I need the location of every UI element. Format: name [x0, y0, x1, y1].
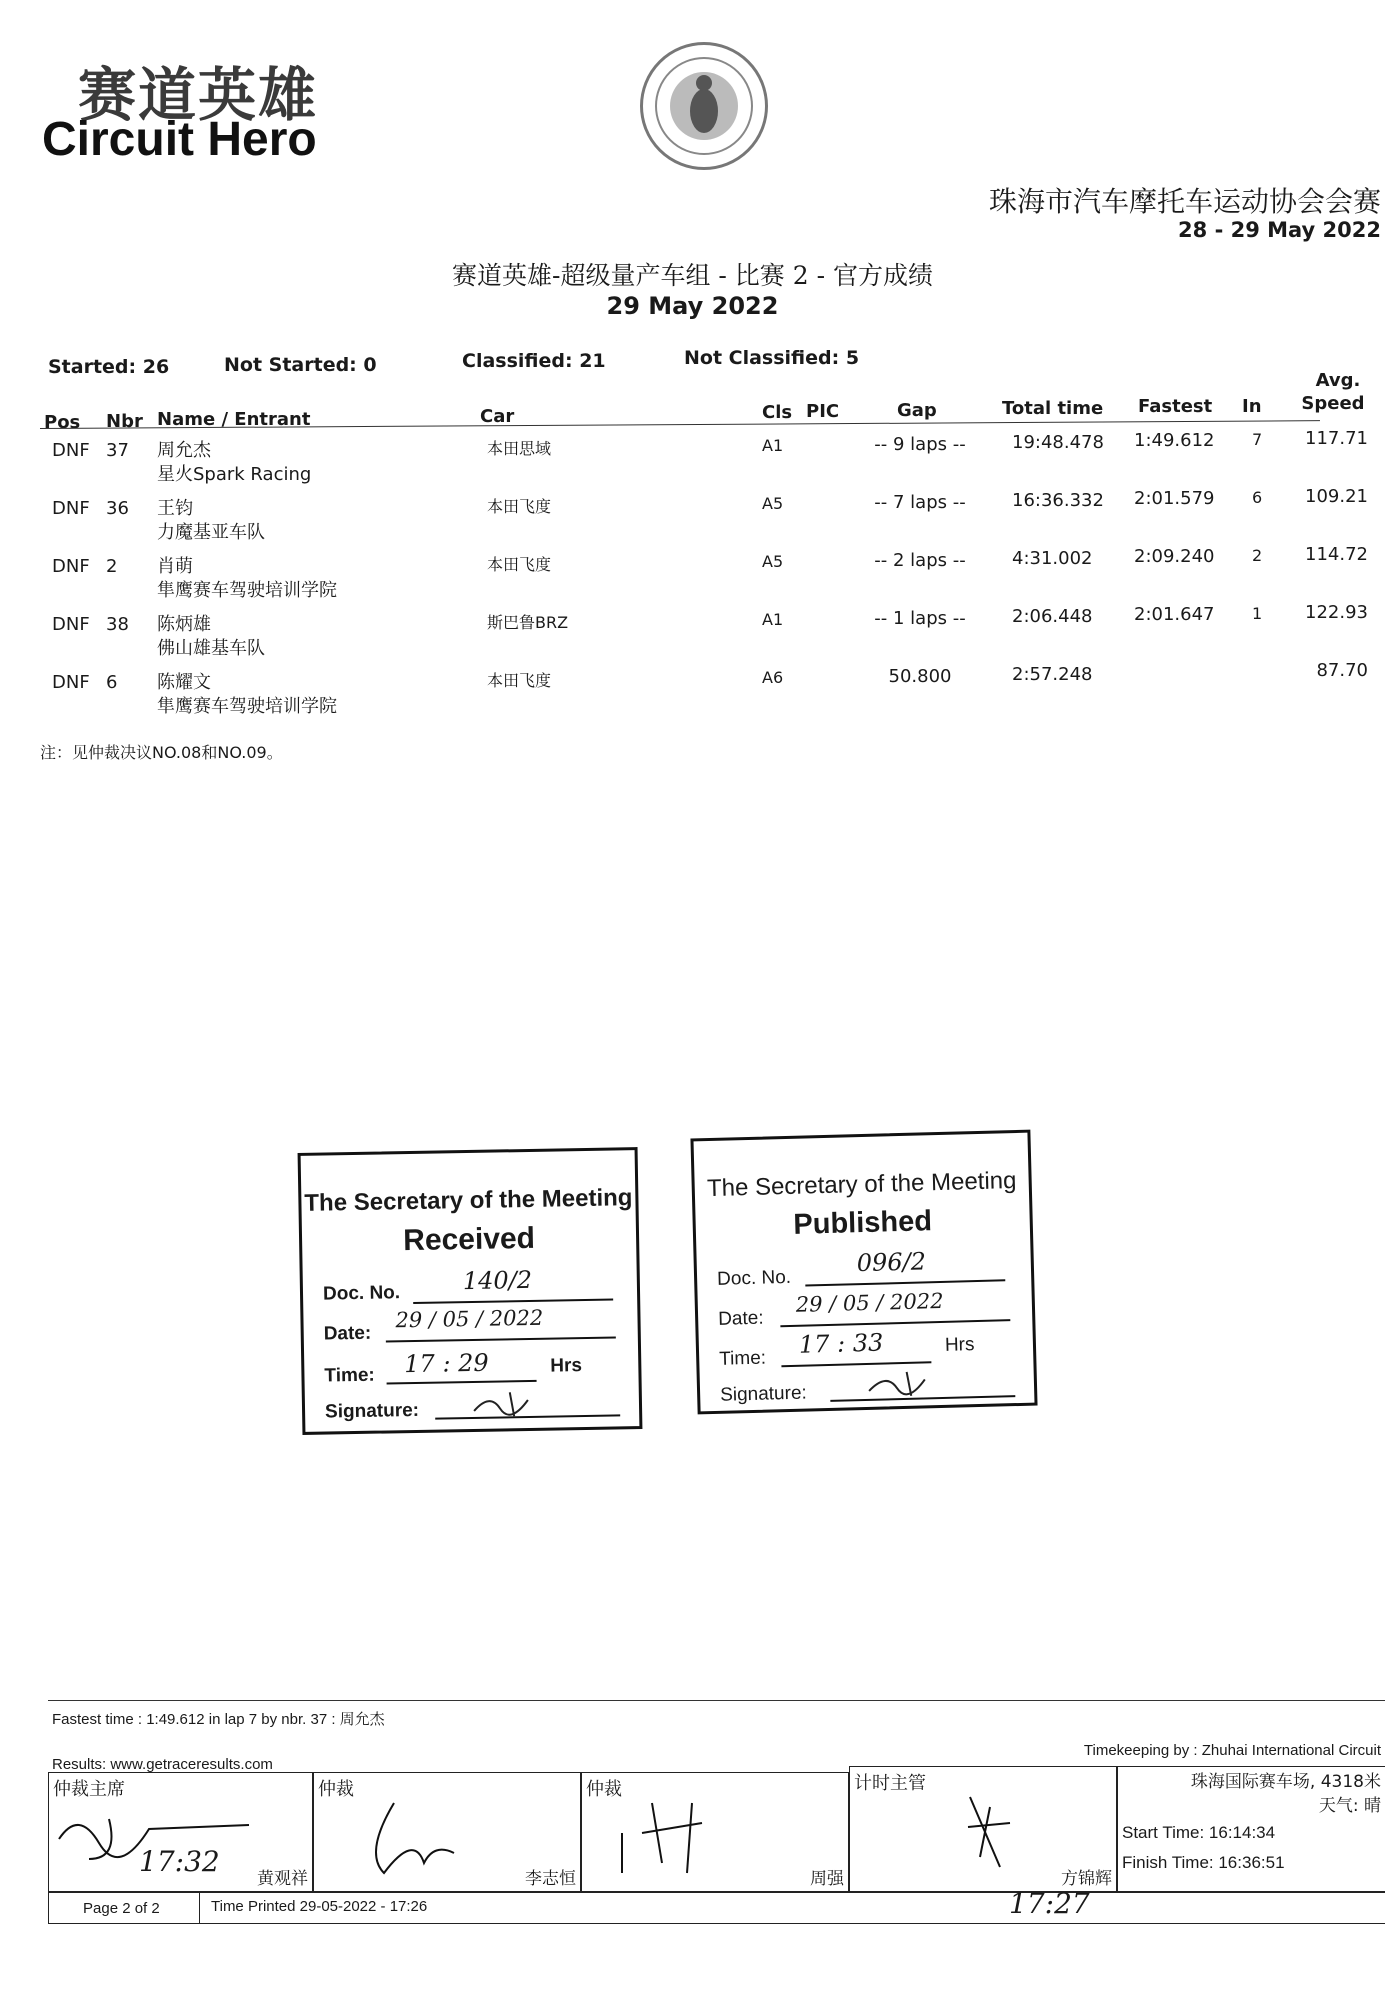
- page-number: Page 2 of 2: [83, 1900, 160, 1917]
- cell-total: 16:36.332: [1012, 490, 1104, 511]
- stamp-published-doc-value: 096/2: [856, 1247, 927, 1278]
- stamp-received-doc-value: 140/2: [462, 1265, 533, 1296]
- cell-fastest: 2:01.579: [1134, 488, 1215, 509]
- stamp-received-status: Received: [402, 1221, 536, 1258]
- cell-name: 周允杰: [157, 440, 211, 461]
- start-time: Start Time: 16:14:34: [1122, 1823, 1276, 1842]
- cell-in: 1: [1252, 604, 1263, 623]
- cell-cls: A6: [762, 668, 784, 687]
- footer-bar: [48, 1887, 1385, 1924]
- official-box-4: 计时主管 方锦辉: [849, 1766, 1117, 1892]
- cell-total: 2:57.248: [1012, 664, 1093, 685]
- stamp-published-time-label: Time:: [718, 1347, 767, 1370]
- cell-car: 本田飞度: [487, 555, 552, 574]
- stamp-received-signature-icon: [470, 1386, 541, 1423]
- stamp-received-date-label: Date:: [323, 1322, 372, 1345]
- col-cls: Cls: [762, 402, 793, 423]
- official-box-1: 仲裁主席 黄观祥 17:32: [48, 1772, 313, 1892]
- cell-nbr: 36: [106, 498, 129, 519]
- cell-name: 陈炳雄: [157, 614, 211, 635]
- race-title: 赛道英雄-超级量产车组 - 比赛 2 - 官方成绩: [452, 261, 933, 290]
- official-box-2: 仲裁 李志恒: [313, 1772, 581, 1892]
- stamp-published-status: Published: [793, 1205, 933, 1241]
- cell-gap: 50.800: [888, 666, 952, 687]
- cell-fastest: 2:01.647: [1134, 604, 1215, 625]
- signature-arbiter-2-icon: [602, 1783, 732, 1883]
- signature-chairman-icon: [49, 1799, 289, 1869]
- cell-in: 6: [1252, 488, 1263, 507]
- col-total-time: Total time: [1002, 398, 1104, 419]
- cell-entrant: 力魔基亚车队: [157, 522, 265, 543]
- footer-results-url[interactable]: Results: www.getraceresults.com: [52, 1756, 273, 1773]
- weather: 天气: 晴: [1318, 1796, 1381, 1816]
- cell-gap: -- 2 laps --: [874, 550, 966, 571]
- stamp-published: [690, 1130, 1037, 1415]
- col-in: In: [1242, 396, 1262, 417]
- col-fastest: Fastest: [1138, 396, 1213, 417]
- stamp-published-doc-label: Doc. No.: [716, 1266, 792, 1290]
- stat-not-classified: Not Classified: 5: [684, 347, 860, 369]
- cell-cls: A5: [762, 552, 784, 571]
- col-pos: Pos: [44, 412, 81, 433]
- cell-speed: 117.71: [1305, 428, 1368, 449]
- cell-gap: -- 1 laps --: [874, 608, 966, 629]
- cell-total: 19:48.478: [1012, 432, 1104, 453]
- cell-cls: A1: [762, 436, 784, 455]
- cell-car: 本田飞度: [487, 671, 552, 690]
- cell-total: 4:31.002: [1012, 548, 1093, 569]
- col-avg: Avg.: [1315, 370, 1361, 391]
- cell-cls: A5: [762, 494, 784, 513]
- cell-car: 斯巴鲁BRZ: [487, 613, 569, 632]
- venue-name: 珠海国际赛车场, 4318米: [1190, 1772, 1381, 1792]
- cell-speed: 87.70: [1316, 660, 1368, 681]
- stamp-received-date-value: 29 / 05 / 2022: [395, 1305, 544, 1333]
- stamp-received: [298, 1147, 643, 1435]
- stamp-published-hrs: Hrs: [944, 1334, 975, 1356]
- cell-name: 陈耀文: [157, 672, 211, 693]
- stamp-received-title: The Secretary of the Meeting: [304, 1184, 633, 1217]
- footer-fastest-time: Fastest time : 1:49.612 in lap 7 by nbr. 37 : 周允杰: [52, 1711, 385, 1728]
- cell-pos: DNF: [52, 672, 90, 693]
- cell-in: 2: [1252, 546, 1263, 565]
- cell-car: 本田思域: [487, 439, 552, 458]
- col-gap: Gap: [897, 400, 937, 421]
- cell-cls: A1: [762, 610, 784, 629]
- cell-entrant: 星火Spark Racing: [157, 464, 312, 485]
- col-name: Name / Entrant: [157, 409, 311, 430]
- col-nbr: Nbr: [106, 411, 143, 432]
- cell-car: 本田飞度: [487, 497, 552, 516]
- col-pic: PIC: [806, 401, 840, 422]
- cell-nbr: 6: [106, 672, 118, 693]
- cell-speed: 122.93: [1305, 602, 1368, 623]
- footer-timekeeping: Timekeeping by : Zhuhai International Circuit: [1083, 1742, 1381, 1759]
- cell-nbr: 2: [106, 556, 118, 577]
- cell-pos: DNF: [52, 440, 90, 461]
- cell-speed: 109.21: [1305, 486, 1368, 507]
- association-seal-icon: [640, 42, 768, 170]
- cell-name: 王钧: [157, 498, 193, 519]
- logo-english: Circuit Hero: [42, 113, 317, 166]
- cell-pos: DNF: [52, 498, 90, 519]
- official-box-3: 仲裁 周强: [581, 1772, 849, 1892]
- stamp-published-date-value: 29 / 05 / 2022: [795, 1288, 944, 1317]
- event-dates: 28 - 29 May 2022: [1178, 218, 1381, 242]
- cell-entrant: 佛山雄基车队: [157, 638, 265, 659]
- stamp-published-signature-icon: [865, 1367, 936, 1405]
- cell-entrant: 隼鹰赛车驾驶培训学院: [157, 696, 337, 717]
- handwritten-time-2: 17:27: [1009, 1887, 1090, 1920]
- stamp-received-time-value: 17 : 29: [404, 1348, 489, 1379]
- cell-gap: -- 7 laps --: [874, 492, 966, 513]
- arbitration-note: 注：见仲裁决议NO.08和NO.09。: [40, 743, 283, 762]
- cell-gap: -- 9 laps --: [874, 434, 966, 455]
- handwritten-time-1: 17:32: [139, 1845, 220, 1878]
- logo-chinese: 赛道英雄: [78, 61, 319, 129]
- venue-info-box: [1117, 1766, 1385, 1892]
- cell-entrant: 隼鹰赛车驾驶培训学院: [157, 580, 337, 601]
- cell-pos: DNF: [52, 556, 90, 577]
- signature-timekeeper-icon: [960, 1787, 1020, 1877]
- col-car: Car: [480, 406, 515, 427]
- stat-not-started: Not Started: 0: [224, 354, 377, 376]
- stamp-published-signature-label: Signature:: [719, 1382, 808, 1406]
- stamp-received-doc-label: Doc. No.: [322, 1282, 401, 1305]
- stamp-published-title: The Secretary of the Meeting: [706, 1166, 1017, 1203]
- stamp-published-time-value: 17 : 33: [798, 1328, 884, 1359]
- stat-started: Started: 26: [48, 356, 170, 378]
- time-printed: Time Printed 29-05-2022 - 17:26: [211, 1898, 428, 1915]
- cell-pos: DNF: [52, 614, 90, 635]
- cell-speed: 114.72: [1305, 544, 1368, 565]
- cell-name: 肖萌: [157, 556, 193, 577]
- cell-fastest: 1:49.612: [1134, 430, 1215, 451]
- stamp-received-signature-label: Signature:: [324, 1399, 420, 1423]
- signature-arbiter-1-icon: [354, 1793, 484, 1883]
- col-speed: Speed: [1301, 393, 1365, 414]
- organizer-name: 珠海市汽车摩托车运动协会会赛: [988, 185, 1381, 218]
- race-date: 29 May 2022: [606, 292, 779, 320]
- stat-classified: Classified: 21: [462, 350, 606, 372]
- cell-in: 7: [1252, 430, 1263, 449]
- stamp-published-date-label: Date:: [717, 1307, 764, 1330]
- stamp-received-time-label: Time:: [324, 1364, 375, 1387]
- finish-time: Finish Time: 16:36:51: [1122, 1853, 1285, 1872]
- cell-nbr: 37: [106, 440, 129, 461]
- cell-nbr: 38: [106, 614, 129, 635]
- cell-total: 2:06.448: [1012, 606, 1093, 627]
- stamp-received-hrs: Hrs: [550, 1355, 583, 1377]
- cell-fastest: 2:09.240: [1134, 546, 1215, 567]
